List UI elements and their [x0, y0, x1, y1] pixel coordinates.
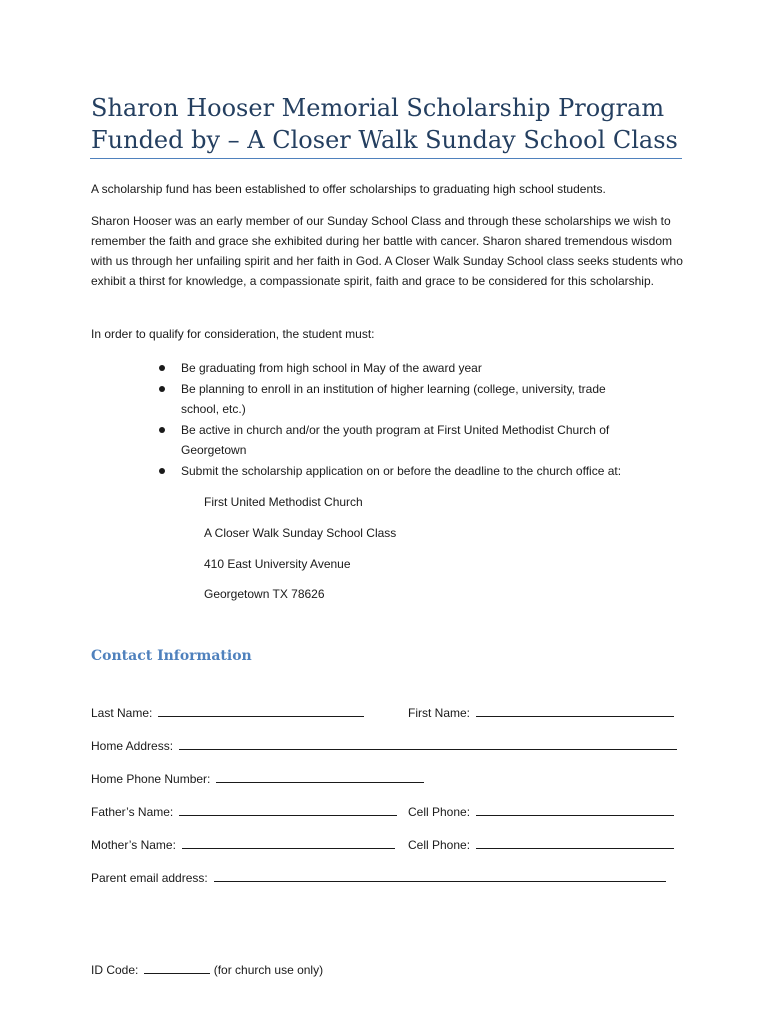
first-name-label: First Name:	[408, 706, 471, 720]
bullet-icon	[159, 468, 165, 474]
mother-name-field	[91, 836, 395, 853]
parent-email-field	[91, 869, 666, 886]
document-title	[91, 92, 691, 156]
address-line: Georgetown TX 78626	[204, 587, 325, 601]
parent-email-label: Parent email address:	[91, 871, 208, 885]
mother-name-label: Mother’s Name:	[91, 838, 176, 852]
home-phone-input[interactable]	[216, 770, 424, 783]
last-name-input[interactable]	[158, 704, 364, 717]
home-address-field	[91, 737, 677, 754]
title-divider	[90, 158, 682, 159]
qualify-paragraph: In order to qualify for consideration, the student must:	[91, 327, 375, 341]
father-name-field	[91, 803, 397, 820]
id-code-label: ID Code:	[91, 963, 139, 977]
list-item: Be graduating from high school in May of the award year	[91, 358, 683, 379]
home-phone-field	[91, 770, 424, 787]
mother-cell-label: Cell Phone:	[408, 838, 471, 852]
home-address-input[interactable]	[179, 737, 677, 750]
father-name-label: Father’s Name:	[91, 805, 174, 819]
list-item: Be active in church and/or the youth program at First United Methodist Church of Georgetown	[91, 420, 683, 461]
title-line-2: Funded by – A Closer Walk Sunday School Class	[91, 126, 678, 154]
home-address-label: Home Address:	[91, 739, 174, 753]
first-name-field	[408, 704, 674, 721]
home-phone-label: Home Phone Number:	[91, 772, 211, 786]
list-item: Be planning to enroll in an institution of higher learning (college, university, trade school, etc.)	[91, 379, 683, 420]
last-name-label: Last Name:	[91, 706, 153, 720]
contact-heading: Contact Information	[91, 648, 252, 664]
father-name-input[interactable]	[179, 803, 397, 816]
bullet-icon	[159, 427, 165, 433]
mother-cell-input[interactable]	[476, 836, 674, 849]
first-name-input[interactable]	[476, 704, 674, 717]
father-cell-label: Cell Phone:	[408, 805, 471, 819]
id-code-field	[91, 961, 323, 978]
id-code-input[interactable]	[144, 961, 210, 974]
body-paragraph: Sharon Hooser was an early member of our Sunday School Class and through these scholarships we wish to remember the faith and grace she exhibited during her battle with cancer. Sharon shared tremendous wisdom with us through her unfailing spirit and her faith in God. A Closer Walk Sunday School class seeks students who exhibit a thirst for knowledge, a compassionate spirit, faith and grace to be considered for this scholarship.	[91, 214, 683, 288]
mother-cell-field	[408, 836, 674, 853]
requirements-list	[91, 358, 683, 481]
title-line-1: Sharon Hooser Memorial Scholarship Program	[91, 94, 665, 122]
parent-email-input[interactable]	[214, 869, 666, 882]
father-cell-field	[408, 803, 674, 820]
id-code-note: (for church use only)	[213, 963, 324, 977]
last-name-field	[91, 704, 364, 721]
mother-name-input[interactable]	[182, 836, 395, 849]
intro-paragraph: A scholarship fund has been established to offer scholarships to graduating high school students.	[91, 182, 606, 196]
father-cell-input[interactable]	[476, 803, 674, 816]
bullet-icon	[159, 365, 165, 371]
address-line: 410 East University Avenue	[204, 557, 351, 571]
address-line: A Closer Walk Sunday School Class	[204, 526, 397, 540]
list-item: Submit the scholarship application on or before the deadline to the church office at:	[91, 461, 683, 482]
bullet-icon	[159, 386, 165, 392]
address-line: First United Methodist Church	[204, 495, 363, 509]
